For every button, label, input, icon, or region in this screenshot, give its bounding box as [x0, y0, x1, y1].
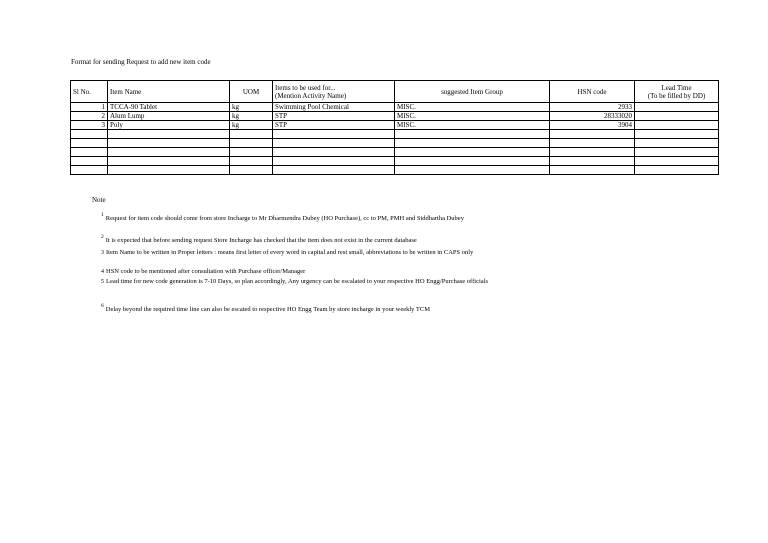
- cell-uom: kg: [230, 103, 273, 112]
- header-uom: UOM: [230, 81, 273, 103]
- header-items-used-for-line2: (Mention Activity Name): [275, 91, 347, 100]
- note-item: [101, 249, 556, 257]
- cell-sl-no: 2: [71, 112, 108, 121]
- table-row: [71, 139, 719, 148]
- cell-sl-no: [71, 166, 108, 175]
- cell-hsn-code: 3904: [550, 121, 635, 130]
- cell-lead-time: [635, 166, 719, 175]
- cell-uom: [230, 130, 273, 139]
- cell-hsn-code: 28333020: [550, 112, 635, 121]
- header-hsn-code: HSN code: [550, 81, 635, 103]
- cell-item-group: MISC.: [395, 103, 550, 112]
- cell-hsn-code: 2933: [550, 103, 635, 112]
- note-text: It is expected that before sending request Store Incharge has checked that the item does not exist in the current database: [105, 237, 417, 244]
- cell-sl-no: 3: [71, 121, 108, 130]
- cell-sl-no: [71, 157, 108, 166]
- table-row: [71, 130, 719, 139]
- cell-item-group: [395, 157, 550, 166]
- cell-used-for: STP: [273, 121, 395, 130]
- cell-used-for: [273, 157, 395, 166]
- table-row: [71, 157, 719, 166]
- cell-item-group: MISC.: [395, 112, 550, 121]
- note-item: [101, 212, 556, 222]
- cell-lead-time: [635, 121, 719, 130]
- cell-uom: kg: [230, 112, 273, 121]
- cell-uom: [230, 157, 273, 166]
- table-row: [71, 103, 719, 112]
- note-text: Request for item code should come from store Incharge to Mr Dharmendra Dubey (HO Purchase), cc to PM, PMH and Siddhartha Dubey: [105, 215, 464, 222]
- note-number: 4: [101, 269, 104, 275]
- table-row: [71, 166, 719, 175]
- table-row: [71, 148, 719, 157]
- cell-used-for: [273, 166, 395, 175]
- header-items-used-for-line1: Items to be used for...: [275, 83, 336, 92]
- cell-hsn-code: [550, 130, 635, 139]
- header-lead-time: [635, 81, 719, 103]
- cell-item-name: [108, 148, 230, 157]
- cell-used-for: Swimming Pool Chemical: [273, 103, 395, 112]
- cell-lead-time: [635, 103, 719, 112]
- cell-lead-time: [635, 112, 719, 121]
- cell-item-group: [395, 130, 550, 139]
- note-item: [101, 303, 556, 313]
- page-title: Format for sending Request to add new item code: [71, 58, 211, 66]
- note-text: Lead time for new code generation is 7-10 Days, so plan accordingly, Any urgency can be escalated to your respective HO Engg/Purchase officials: [106, 278, 488, 285]
- note-number: 5: [101, 279, 104, 285]
- note-item: [101, 234, 556, 244]
- cell-item-name: [108, 166, 230, 175]
- cell-sl-no: [71, 130, 108, 139]
- cell-item-name: TCCA-90 Tablet: [108, 103, 230, 112]
- cell-item-group: [395, 166, 550, 175]
- cell-item-name: [108, 157, 230, 166]
- cell-hsn-code: [550, 166, 635, 175]
- cell-item-name: Poly: [108, 121, 230, 130]
- cell-sl-no: [71, 148, 108, 157]
- cell-item-group: MISC.: [395, 121, 550, 130]
- note-text: HSN code to be mentioned after consultation with Purchase officer/Manager: [106, 268, 306, 275]
- cell-uom: [230, 166, 273, 175]
- header-lead-time-line2: (To be filled by DD): [647, 91, 706, 100]
- header-lead-time-line1: Lead Time: [661, 83, 692, 92]
- header-items-used-for: [273, 81, 395, 103]
- table-row: [71, 121, 719, 130]
- cell-lead-time: [635, 148, 719, 157]
- note-number: 3: [101, 250, 104, 256]
- cell-uom: kg: [230, 121, 273, 130]
- cell-uom: [230, 139, 273, 148]
- cell-lead-time: [635, 139, 719, 148]
- cell-used-for: [273, 130, 395, 139]
- cell-sl-no: [71, 139, 108, 148]
- cell-used-for: STP: [273, 112, 395, 121]
- header-sl-no: Sl No.: [71, 81, 108, 103]
- note-text: Item Name to be written in Proper letters : means first letter of every word in capital and rest small, abbreviations to be written in CAPS only: [106, 249, 474, 256]
- item-request-table: [70, 80, 719, 175]
- cell-lead-time: [635, 157, 719, 166]
- cell-item-name: [108, 139, 230, 148]
- cell-hsn-code: [550, 148, 635, 157]
- table-header-row: [71, 81, 719, 103]
- cell-hsn-code: [550, 157, 635, 166]
- cell-lead-time: [635, 130, 719, 139]
- cell-used-for: [273, 139, 395, 148]
- note-number: 2: [101, 234, 104, 240]
- cell-item-group: [395, 139, 550, 148]
- header-item-name: Item Name: [108, 81, 230, 103]
- cell-item-name: Alum Lump: [108, 112, 230, 121]
- header-suggested-group: suggested Item Group: [395, 81, 550, 103]
- notes-heading: Note: [92, 196, 106, 204]
- cell-sl-no: 1: [71, 103, 108, 112]
- table-row: [71, 112, 719, 121]
- note-text: Delay beyond the required time line can also be escated to respective HO Engg Team by store incharge in your weekly TCM: [105, 306, 431, 313]
- note-item: [101, 268, 556, 276]
- cell-item-group: [395, 148, 550, 157]
- cell-hsn-code: [550, 139, 635, 148]
- cell-item-name: [108, 130, 230, 139]
- cell-uom: [230, 148, 273, 157]
- note-item: [101, 278, 556, 286]
- cell-used-for: [273, 148, 395, 157]
- note-number: 6: [101, 303, 104, 309]
- note-number: 1: [101, 212, 104, 218]
